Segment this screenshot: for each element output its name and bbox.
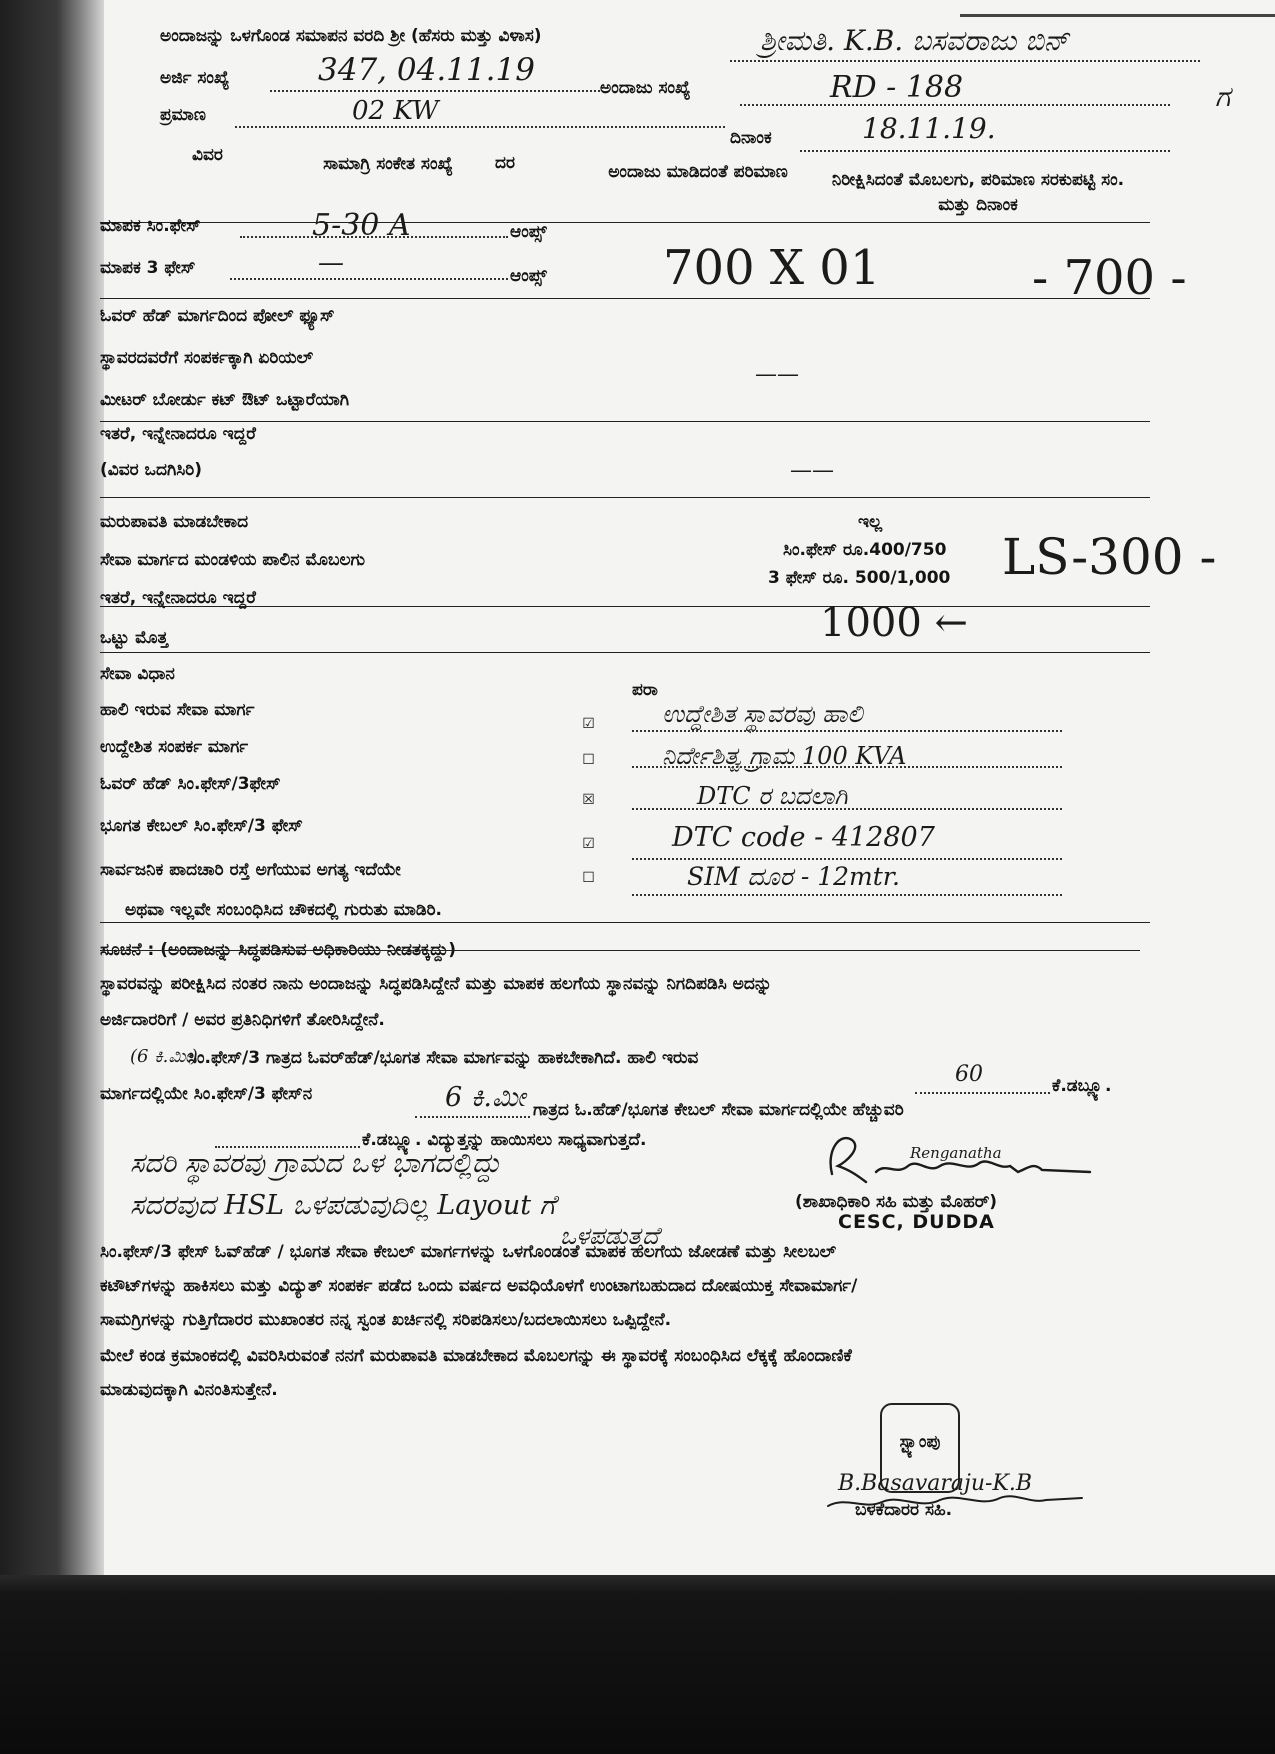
total-value: 1000 ← xyxy=(820,600,969,646)
service-item: ಉದ್ದೇಶಿತ ಸಂಪರ್ಕ ಮಾರ್ಗ xyxy=(100,737,249,757)
none-label: ಇಲ್ಲ xyxy=(857,512,883,532)
note-rule xyxy=(100,950,1140,951)
board-share-value: LS-300 - xyxy=(1002,528,1217,586)
service-handwritten: ನಿರ್ದೇಶಿತ್ವ ಗ್ರಾಮ 100 KVA xyxy=(662,742,907,770)
load-value: 02 KW xyxy=(352,96,439,126)
row-cutout: ಮೀಟರ್ ಬೋರ್ಡು ಕಟ್ ಔಟ್ ಒಟ್ಟಾರೆಯಾಗಿ xyxy=(100,390,349,410)
service-item: ಭೂಗತ ಕೇಬಲ್ ಸಿಂ.ಫೇಸ್/3 ಫೇಸ್ xyxy=(100,816,303,836)
note-line: ಗಾತ್ರದ ಓ.ಹೆಡ್/ಭೂಗತ ಕೇಬಲ್ ಸೇವಾ ಮಾರ್ಗದಲ್ಲಿಯೇ ಹೆಚ್ಚುವರಿ xyxy=(533,1100,904,1120)
note-hw-load: 60 xyxy=(955,1062,983,1087)
service-item: ಸಾರ್ವಜನಿಕ ಪಾದಚಾರಿ ರಸ್ತೆ ಅಗೆಯುವ ಅಗತ್ಯ ಇದೆಯೇ xyxy=(100,860,401,880)
refund-rule xyxy=(100,606,1150,607)
checkbox[interactable]: ☒ xyxy=(582,792,595,808)
service-handwritten: DTC code - 412807 xyxy=(672,822,935,853)
note-heading: ಸೂಚನೆ : (ಅಂದಾಜನ್ನು ಸಿದ್ಧಪಡಿಸುವ ಅಧಿಕಾರಿಯು ನೀಡತಕ್ಕದ್ದು) xyxy=(100,940,456,960)
service-handwritten: ಉದ್ದೇಶಿತ ಸ್ಥಾವರವು ಹಾಲಿ xyxy=(662,700,863,728)
col-details: ವಿವರ xyxy=(192,145,223,165)
supply-dash: —— xyxy=(790,458,834,483)
estimate-no-dotline xyxy=(740,104,1170,106)
officer-remark: ಒಳಪಡುತ್ತದೆ xyxy=(560,1222,659,1250)
row-other-if-any: ಇತರೆ, ಇನ್ನೇನಾದರೂ ಇದ್ದರೆ xyxy=(100,424,256,444)
row-board-share: ಸೇವಾ ಮಾರ್ಗದ ಮಂಡಳಿಯ ಪಾಲಿನ ಮೊಬಲಗು xyxy=(100,550,366,570)
note-line: ಮಾರ್ಗದಲ್ಲಿಯೇ ಸಿಂ.ಫೇಸ್/3 ಫೇಸ್‌ನ xyxy=(100,1084,313,1104)
service-dotline xyxy=(632,730,1062,732)
row-other-if-any-2: ಇತರೆ, ಇನ್ನೇನಾದರೂ ಇದ್ದರೆ xyxy=(100,588,256,608)
service-dotline xyxy=(632,766,1062,768)
para-label: ಪರಾ xyxy=(632,680,658,700)
checkbox[interactable]: ☑ xyxy=(582,716,595,732)
sp-rate: ಸಿಂ.ಫೇಸ್ ರೂ.400/750 xyxy=(783,540,947,560)
officer-signature xyxy=(820,1126,1100,1188)
header-rule xyxy=(100,222,1150,223)
row-refund: ಮರುಪಾವತಿ ಮಾಡಬೇಕಾದ xyxy=(100,512,249,532)
service-rule xyxy=(100,922,1150,923)
col-rate: ದರ xyxy=(495,153,515,173)
supply-rule xyxy=(100,497,1150,498)
col-material-code: ಸಾಮಾಗ್ರಿ ಸಂಕೇತ ಸಂಖ್ಯೆ xyxy=(323,154,453,174)
application-no-dotline xyxy=(270,90,600,92)
note-line: ಅರ್ಜಿದಾರರಿಗೆ / ಅವರ ಪ್ರತಿನಿಧಿಗಳಿಗೆ ತೋರಿಸಿದ್ದೇನೆ. xyxy=(100,1010,385,1030)
note-dotline xyxy=(415,1116,530,1118)
cutout-rule xyxy=(100,421,1150,422)
officer-remark: ಸದರಿ ಸ್ಥಾವರವು ಗ್ರಾಮದ ಒಳ ಭಾಗದಲ್ಲಿದ್ದು xyxy=(130,1148,501,1179)
note-hw-size1: (6 ಕಿ.ಮೀ) xyxy=(130,1046,198,1067)
service-dotline xyxy=(632,894,1062,896)
checkbox[interactable]: ☐ xyxy=(582,870,595,886)
top-corner-mark xyxy=(960,0,1275,17)
note-line: ಸ್ಥಾವರವನ್ನು ಪರೀಕ್ಷಿಸಿದ ನಂತರ ನಾನು ಅಂದಾಜನ್ನು ಸಿದ್ಧಪಡಿಸಿದ್ದೇನೆ ಮತ್ತು ಮಾಪಕ ಹಲಗೆಯ ಸ್ಥಾನವನ್ನು ನಿಗದಿಪಡಿಸಿ ಅದನ್ನು xyxy=(100,974,772,994)
three-phase-dotline xyxy=(230,278,508,280)
service-handwritten: DTC ರ ಬದಲಾಗಿ xyxy=(697,782,848,810)
applicant-value-2: ಗ xyxy=(1215,80,1231,113)
date-value: 18.11.19. xyxy=(862,112,996,145)
three-phase-amps: ಆಂಪ್ಸ್ xyxy=(510,266,547,286)
load-dotline xyxy=(235,126,725,128)
declaration-line: ಸಿಂ.ಫೇಸ್/3 ಫೇಸ್ ಓವ್‌ಹೆಡ್ / ಭೂಗತ ಸೇವಾ ಕೇಬಲ್ ಮಾರ್ಗಗಳನ್ನು ಒಳಗೊಂಡಂತೆ ಮಾಪಕ ಹಲಗೆಯ ಜೋಡಣೆ ಮತ್ತು ಸೀಲಬಲ್ xyxy=(100,1242,837,1262)
service-dotline xyxy=(632,808,1062,810)
declaration-line: ಮೇಲೆ ಕಂಡ ಕ್ರಮಾಂಕದಲ್ಲಿ ವಿವರಿಸಿರುವಂತೆ ನನಗೆ ಮರುಪಾವತಿ ಮಾಡಬೇಕಾದ ಮೊಬಲಗನ್ನು ಈ ಸ್ಥಾವರಕ್ಕೆ ಸಂಬಂಧಿಸಿದ ಲೆಕ್ಕಕ್ಕೆ ಹೊಂದಾಣಿಕೆ xyxy=(100,1346,852,1366)
row-pole-fuse: ಓವರ್ ಹೆಡ್ ಮಾರ್ಗದಿಂದ ಪೋಲ್ ಫ್ಯೂಸ್ xyxy=(100,306,335,326)
officer-seal: CESC, DUDDA xyxy=(838,1211,995,1233)
note-line: ಸಿಂ.ಫೇಸ್/3 ಗಾತ್ರದ ಓವರ್‌ಹೆಡ್/ಭೂಗತ ಸೇವಾ ಮಾರ್ಗವನ್ನು ಹಾಕಬೇಕಾಗಿದೆ. ಹಾಲಿ ಇರುವ xyxy=(188,1048,699,1068)
row-aerial: ಸ್ಥಾವರದವರೆಗೆ ಸಂಪರ್ಕಕ್ಕಾಗಿ ಏರಿಯಲ್ xyxy=(100,348,314,368)
col-estimated-qty: ಅಂದಾಜು ಮಾಡಿದಂತೆ ಪರಿಮಾಣ xyxy=(608,162,788,182)
single-phase-value: 5-30 A xyxy=(312,208,411,243)
total-rule xyxy=(100,652,1150,653)
note-hw-size2: 6 ಕಿ.ಮೀ xyxy=(445,1082,526,1113)
scan-spine-shadow xyxy=(0,0,104,1575)
declaration-line: ಕಟೌಟ್‌ಗಳನ್ನು ಹಾಕಿಸಲು ಮತ್ತು ವಿದ್ಯುತ್ ಸಂಪರ್ಕ ಪಡೆದ ಒಂದು ವರ್ಷದ ಅವಧಿಯೊಳಗೆ ಉಂಟಾಗಬಹುದಾದ ದೋಷಯುಕ್ತ ಸೇವಾಮಾರ್ಗ/ xyxy=(100,1276,858,1296)
meter-rule xyxy=(100,298,1150,299)
single-phase-amps: ಆಂಪ್ಸ್ xyxy=(510,222,547,242)
applicant-dotline xyxy=(730,60,1200,62)
col-inspected: ನಿರೀಕ್ಷಿಸಿದಂತೆ ಮೊಬಲಗು, ಪರಿಮಾಣ ಸರಕುಪಟ್ಟಿ ಸಂ. ಮತ್ತು ದಿನಾಂಕ xyxy=(831,170,1125,215)
stamp-label: ಸ್ಟ್ಯಾಂಪು xyxy=(899,1432,941,1452)
applicant-label: ಅಂದಾಜನ್ನು ಒಳಗೊಂಡ ಸಮಾಪನ ವರದಿ ಶ್ರೀ (ಹೆಸರು ಮತ್ತು ವಿಳಾಸ) xyxy=(160,26,542,46)
note-line: ಕೆ.ಡಬ್ಲ್ಯೂ. ವಿದ್ಯುತ್ತನ್ನು ಹಾಯಿಸಲು ಸಾಧ್ಯವಾಗುತ್ತದೆ. xyxy=(362,1130,647,1150)
applicant-value: ಶ್ರೀಮತಿ. K.B. ಬಸವರಾಜು ಬಿನ್ xyxy=(760,24,1069,57)
row-supply: (ವಿವರ ಒದಗಿಸಿರಿ) xyxy=(100,460,203,480)
application-no-value: 347, 04.11.19 xyxy=(318,52,535,88)
service-dotline xyxy=(632,858,1062,860)
consumer-signature-text: B.Basavaraju-K.B xyxy=(838,1471,1033,1496)
row-method: ಸೇವಾ ವಿಧಾನ xyxy=(100,664,175,684)
estimate-no-value: RD - 188 xyxy=(830,70,964,105)
service-item-last-line: ಅಥವಾ ಇಲ್ಲವೇ ಸಂಬಂಧಿಸಿದ ಚೌಕದಲ್ಲಿ ಗುರುತು ಮಾಡಿರಿ. xyxy=(125,900,443,920)
date-dotline xyxy=(800,150,1170,152)
application-no-label: ಅರ್ಜಿ ಸಂಖ್ಯೆ xyxy=(160,68,230,88)
checkbox[interactable]: ☐ xyxy=(582,752,595,768)
estimate-no-label: ಅಂದಾಜು ಸಂಖ್ಯೆ xyxy=(600,78,691,98)
officer-title: (ಶಾಖಾಧಿಕಾರಿ ಸಹಿ ಮತ್ತು ಮೊಹರ್) xyxy=(795,1192,998,1212)
note-kw: ಕೆ.ಡಬ್ಲ್ಯೂ. xyxy=(1052,1076,1112,1096)
service-handwritten: SIM ದೂರ - 12mtr. xyxy=(687,862,900,891)
consumer-label: ಬಳಕೆದಾರರ ಸಹಿ. xyxy=(855,1500,953,1520)
three-phase-dash: — xyxy=(318,248,344,278)
checkbox[interactable]: ☑ xyxy=(582,836,595,852)
service-item: ಓವರ್ ಹೆಡ್ ಸಿಂ.ಫೇಸ್/3ಫೇಸ್ xyxy=(100,774,281,794)
row-total: ಒಟ್ಟು ಮೊತ್ತ xyxy=(100,628,168,648)
meter-total: - 700 - xyxy=(1032,250,1187,306)
row-three-phase-label: ಮಾಪಕ 3 ಫೇಸ್ xyxy=(100,258,196,278)
declaration-line: ಸಾಮಗ್ರಿಗಳನ್ನು ಗುತ್ತಿಗೆದಾರರ ಮುಖಾಂತರ ನನ್ನ ಸ್ವಂತ ಖರ್ಚಿನಲ್ಲಿ ಸರಿಪಡಿಸಲು/ಬದಲಾಯಿಸಲು ಒಪ್ಪಿದ್ದೇನೆ. xyxy=(100,1310,672,1330)
date-label: ದಿನಾಂಕ xyxy=(730,128,772,148)
note-dotline xyxy=(915,1092,1050,1094)
service-item: ಹಾಲಿ ಇರುವ ಸೇವಾ ಮಾರ್ಗ xyxy=(100,700,255,720)
meter-amount: 700 X 01 xyxy=(663,240,881,296)
scan-bottom-edge xyxy=(0,1575,1275,1754)
officer-signature-text: Renganatha xyxy=(910,1144,1002,1162)
cutout-dash: —— xyxy=(755,362,799,387)
load-label: ಪ್ರಮಾಣ xyxy=(160,105,206,125)
row-single-phase-label: ಮಾಪಕ ಸಿಂ.ಫೇಸ್ xyxy=(100,216,201,236)
declaration-line: ಮಾಡುವುದಕ್ಕಾಗಿ ವಿನಂತಿಸುತ್ತೇನೆ. xyxy=(100,1380,278,1400)
officer-remark: ಸದರವುದ HSL ಒಳಪಡುವುದಿಲ್ಲ Layout ಗೆ xyxy=(130,1190,556,1221)
tp-rate: 3 ಫೇಸ್ ರೂ. 500/1,000 xyxy=(768,568,951,588)
